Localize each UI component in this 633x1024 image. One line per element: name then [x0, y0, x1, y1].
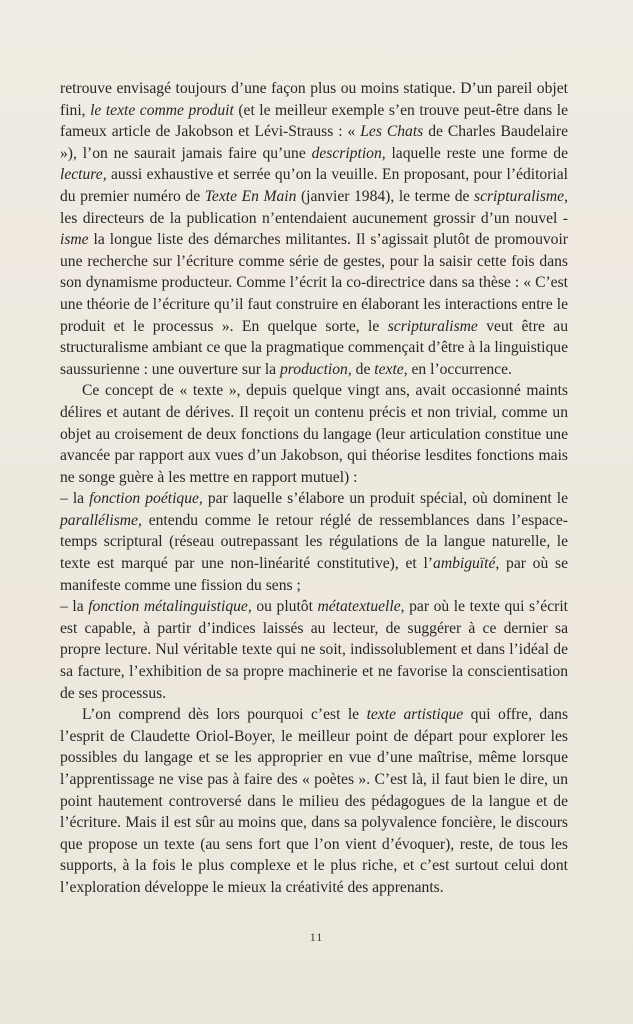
italic-text: scripturalisme	[387, 317, 478, 335]
text-run: L’on comprend dès lors pourquoi c’est le	[82, 706, 367, 724]
italic-text: parallélisme,	[60, 511, 142, 529]
italic-text: -isme	[60, 209, 568, 249]
italic-text: fonction métalinguistique,	[88, 598, 252, 616]
italic-text: texte,	[374, 360, 408, 378]
text-run: (janvier 1984), le terme de	[296, 187, 474, 205]
italic-text: ambiguïté,	[433, 555, 500, 573]
text-run: par où se manifeste comme une fission du sens ;	[60, 555, 569, 594]
paragraph	[60, 78, 568, 380]
text-run: aussi exhaustive et serrée qu’on la veuille. En proposant, pour l’éditorial du premier numéro de	[60, 166, 568, 205]
text-run: – la	[60, 490, 90, 508]
text-run: par où le texte qui s’écrit est capable, à partir d’indices laissés au lecteur, de suggérer à ce dernier sa propre lecture. Nul véritable texte qui ne soit, indissolublement et dans l’idéal de sa facture, l’exhibition de sa propre machinerie et ne favorise la conscientisation de ses processus.	[60, 598, 568, 702]
italic-text: production,	[279, 360, 352, 378]
text-run: – la	[60, 598, 89, 616]
text-run: Ce concept de « texte », depuis quelque vingt ans, avait occasionné maints délires et autant de dérives. Il reçoit un contenu précis et non trivial, comme un objet au croisement de deux fonctions du langage (leur articulation constitue une avancée par rapport aux vues d’un Jakobson, qui théorise lesdites fonctions mais ne songe guère à les mettre en rapport mutuel) :	[60, 382, 568, 486]
italic-text: texte artistique	[366, 706, 464, 724]
italic-text: métatextuelle,	[317, 598, 405, 616]
text-run: de	[351, 360, 375, 378]
text-run: laquelle reste une forme de	[385, 144, 568, 162]
paragraph	[60, 380, 568, 488]
body-text	[60, 78, 568, 899]
italic-text: lecture,	[60, 166, 107, 184]
text-run: qui offre, dans l’esprit de Claudette Oriol-Boyer, le meilleur point de départ pour explorer les possibles du langage et se les approprier en vue d’une maîtrise, même lorsque l’apprentissage ne vise pas à faire des « poètes ». C’est là, il faut bien le dire, un point hautement controversé dans le milieu des pédagogues de la langue et de l’écriture. Mais il est sûr au moins que, dans sa polyvalence foncière, le discours que propose un texte (au sens fort que l’on vient d’évoquer), reste, de tous les supports, à la fois le plus complexe et le plus riche, et c’est surtout celui dont l’exploration développe le mieux la créativité des apprenants.	[60, 706, 569, 896]
text-run: veut être au structuralisme ambiant ce que la pragmatique commençait d’être à la linguistique saussurienne : une ouverture sur la	[60, 317, 568, 378]
list-item	[60, 596, 568, 704]
text-run: (et le meilleur exemple s’en trouve peut-être dans le fameux article de Jakobson et Lévi-Strauss : «	[60, 101, 568, 141]
text-run: retrouve envisagé toujours d’une façon plus ou moins statique. D’un pareil objet fini,	[60, 80, 568, 119]
text-run: en l’occurrence.	[407, 360, 512, 378]
text-run: entendu comme le retour réglé de ressemblances dans l’espace-temps scriptural (réseau outrepassant les régulations de la langue naturelle, le texte est marqué par une non-linéarité constitutive), et l’	[60, 511, 568, 573]
page-number: 11	[309, 930, 324, 944]
list-item	[60, 488, 568, 596]
italic-text: scripturalisme,	[474, 187, 568, 205]
text-run: par laquelle s’élabore un produit spécial, où dominent le	[202, 490, 568, 508]
italic-text: fonction poétique,	[89, 490, 203, 508]
italic-text: Texte En Main	[204, 187, 297, 205]
paragraph	[60, 704, 568, 898]
text-run: les directeurs de la publication n’entendaient aucunement grossir d’un nouvel	[60, 209, 563, 227]
text-run: ou plutôt	[251, 598, 318, 616]
italic-text: description,	[311, 144, 386, 162]
italic-text: Les Chats	[360, 123, 424, 141]
text-run: de Charles Baudelaire »), l’on ne saurait jamais faire qu’une	[60, 123, 568, 162]
italic-text: le texte comme produit	[90, 101, 234, 119]
text-run: la longue liste des démarches militantes. Il s’agissait plutôt de promouvoir une recherche sur l’écriture comme série de gestes, pour la saisir cette fois dans son dynamisme producteur. Comme l’écrit la co-directrice dans sa thèse : « C’est une théorie de l’écriture qu’il faut construire en élaborant les interactions entre le produit et le processus ». En quelque sorte, le	[60, 231, 568, 335]
